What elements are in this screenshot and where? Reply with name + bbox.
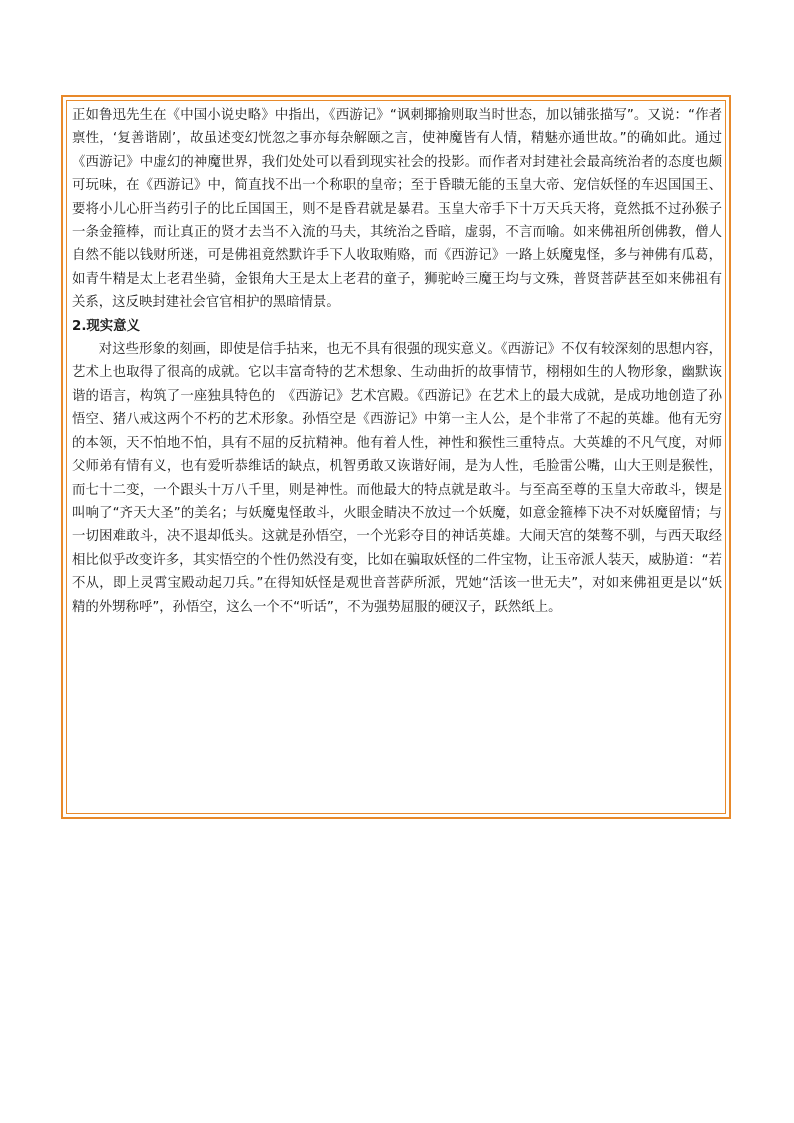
document-content: [72, 104, 722, 619]
paragraph-lu-xun-commentary: 正如鲁迅先生在《中国小说史略》中指出，《西游记》“讽刺揶揄则取当时世态，加以铺张描写”。又说：“作者禀性，‘复善谐剧’，故虽述变幻恍忽之事亦每杂解颐之言，使神魔皆有人情，精魅亦通世故。”的确如此。通过《西游记》中虚幻的神魔世界，我们处处可以看到现实社会的投影。而作者对封建社会最高统治者的态度也颇可玩味，在《西游记》中，简直找不出一个称职的皇帝；至于昏聩无能的玉皇大帝、宠信妖怪的车迟国国王、要将小儿心肝当药引子的比丘国国王，则不是昏君就是暴君。玉皇大帝手下十万天兵天将，竟然抵不过孙猴子一条金箍棒，而让真正的贤才去当不入流的马夫，其统治之昏暗，虚弱，不言而喻。如来佛祖所创佛教，僧人自然不能以钱财所迷，可是佛祖竟然默许手下人收取贿赂，而《西游记》一路上妖魔鬼怪，多与神佛有瓜葛，如青牛精是太上老君坐骑，金银角大王是太上老君的童子，狮驼岭三魔王均与文殊，普贤菩萨甚至如来佛祖有关系，这反映封建社会官官相护的黑暗情景。: [72, 108, 722, 311]
paragraph-realistic-significance: 对这些形象的刻画，即使是信手拈来，也无不具有很强的现实意义。《西游记》不仅有较深刻的思想内容，艺术上也取得了很高的成就。它以丰富奇特的艺术想象、生动曲折的故事情节，栩栩如生的人物形象，幽默诙谐的语言，构筑了一座独具特色的 《西游记》艺术宫殿。《西游记》在艺术上的最大成就，是成功地创造了孙悟空、猪八戒这两个不朽的艺术形象。孙悟空是《西游记》中第一主人公，是个非常了不起的英雄。他有无穷的本领，天不怕地不怕，具有不屈的反抗精神。他有着人性，神性和猴性三重特点。大英雄的不凡气度，对师父师弟有情有义，也有爱听恭维话的缺点，机智勇敢又诙谐好闹，是为人性，毛脸雷公嘴，山大王则是猴性，而七十二变，一个跟头十万八千里，则是神性。而他最大的特点就是敢斗。与至高至尊的玉皇大帝敢斗，锲是叫响了“齐天大圣”的美名；与妖魔鬼怪敢斗，火眼金睛决不放过一个妖魔，如意金箍棒下决不对妖魔留情；与一切困难敢斗，决不退却低头。这就是孙悟空，一个光彩夺目的神话英雄。大闹天宫的桀骜不驯，与西天取经相比似乎改变许多，其实悟空的个性仍然没有变，比如在骗取妖怪的二件宝物，让玉帝派人装天，威胁道：“若不从，即上灵霄宝殿动起刀兵。”在得知妖怪是观世音菩萨所派，咒她“活该一世无夫”，对如来佛祖更是以“妖精的外甥称呼”，孙悟空，这么一个不“听话”，不为强势屈服的硬汉子，跃然纸上。: [72, 342, 722, 615]
section-heading-realistic-significance: 2.现实意义: [72, 318, 140, 334]
